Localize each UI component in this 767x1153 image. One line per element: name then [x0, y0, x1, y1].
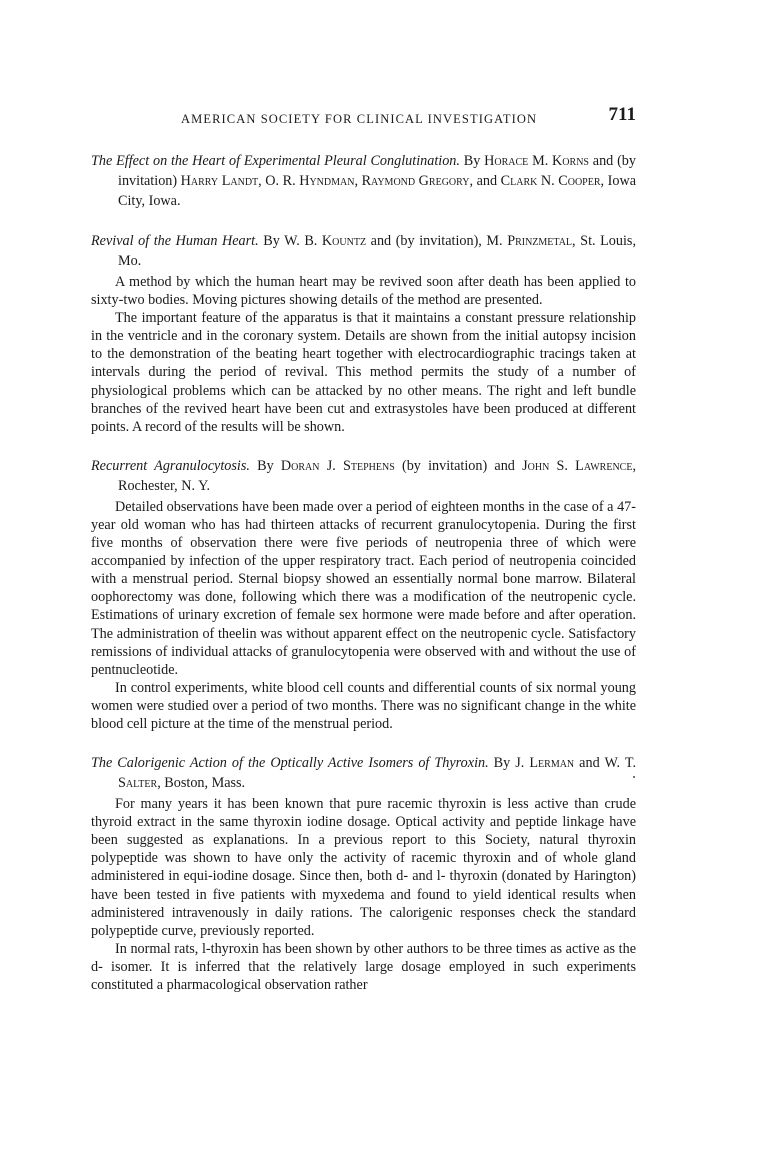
page-number: 711: [608, 104, 636, 125]
body-paragraph: A method by which the human heart may be revived soon after death has been applied to sixty-two bodies. Moving pictures showing details of the method are presented.: [91, 274, 636, 309]
byline-text: (by invitation) and: [394, 457, 523, 474]
author-name: Harry Landt: [180, 173, 259, 189]
article-heading: [91, 753, 636, 793]
byline-text: , Rochester, N. Y.: [118, 457, 636, 494]
author-name: Doran J. Stephens: [280, 457, 395, 474]
article-pleural-conglutination: [91, 151, 636, 211]
author-name: Lerman: [529, 755, 575, 772]
byline-text: , St. Louis, Mo.: [118, 233, 636, 269]
byline-text: By W. B.: [258, 233, 322, 249]
article-calorigenic-thyroxin: [91, 753, 636, 994]
body-paragraph: For many years it has been known that pure racemic thyroxin is less active than crude thyroid extract in the same thyroxin iodine dosage. Optical activity and peptide linkage have been suggested as explanations. In a previous report to this Society, natural thyroxin polypeptide was shown to have only the activity of racemic thyroxin and of whole gland administered in equi-iodine dosage. Since then, both d- and l- thyroxin (donated by Harington) have been tested in five patients with myxedema and found to yield identical results when administered intravenously in daily rations. The calorigenic responses check the standard polypeptide curve, previously reported.: [91, 796, 636, 939]
byline-text: ,: [258, 173, 266, 189]
byline-text: , and: [469, 173, 501, 189]
author-name: Prinzmetal: [507, 233, 573, 249]
article-heading: [91, 151, 636, 211]
author-name: Raymond Gregory: [361, 173, 470, 189]
article-heading: [91, 456, 636, 496]
byline-text: ,: [354, 173, 362, 189]
author-name: Horace M. Korns: [484, 153, 589, 169]
author-name: Clark N. Cooper: [500, 173, 601, 189]
author-name: Salter: [118, 775, 158, 792]
body-paragraph: In normal rats, l-thyroxin has been shown by other authors to be three times as active as the d- isomer. It is inferred that the relatively large dosage employed in such experiments constituted a pharmacological observation rather: [91, 940, 636, 993]
body-paragraph: The important feature of the apparatus is that it maintains a constant pressure relationship in the ventricle and in the coronary system. Details are shown from the initial autopsy incision to the demonstration of the beating heart together with electrocardiographic tracings taken at intervals during the period of revival. This method permits the study of a number of physiological problems which can be attacked by no other means. The right and left bundle branches of the revived heart have been cut and extrasystoles have been produced at different points. A record of the results will be shown.: [91, 310, 636, 435]
byline-text: By J.: [488, 755, 530, 772]
journal-page: [91, 104, 636, 994]
article-title: The Effect on the Heart of Experimental Pleural Conglutination.: [91, 153, 460, 169]
print-speck: [633, 776, 635, 778]
byline-text: By: [459, 153, 485, 169]
author-name: John S. Lawrence: [522, 457, 633, 474]
byline-text: and W. T.: [574, 755, 637, 772]
byline-text: , Boston, Mass.: [157, 775, 246, 792]
byline-text: and (by invitation), M.: [366, 233, 508, 249]
article-title: Recurrent Agranulocytosis.: [91, 457, 250, 474]
article-heading: [91, 231, 636, 271]
byline-text: and (by invitation): [118, 153, 636, 189]
article-revival-human-heart: [91, 231, 636, 436]
article-title: Revival of the Human Heart.: [91, 233, 259, 249]
author-name: O. R. Hyndman: [265, 173, 355, 189]
author-name: Kountz: [321, 233, 367, 249]
running-head: [91, 104, 636, 130]
article-title: The Calorigenic Action of the Optically Active Isomers of Thyroxin.: [91, 755, 489, 772]
running-title: AMERICAN SOCIETY FOR CLINICAL INVESTIGATION: [181, 112, 538, 126]
body-paragraph: In control experiments, white blood cell counts and differential counts of six normal young women were studied over a period of two months. There was no significant change in the white blood cell picture at the time of the menstrual period.: [91, 679, 636, 732]
byline-text: , Iowa City, Iowa.: [118, 173, 636, 209]
article-recurrent-agranulocytosis: [91, 456, 636, 733]
byline-text: By: [249, 457, 281, 474]
body-paragraph: Detailed observations have been made over a period of eighteen months in the case of a 47-year old woman who has had thirteen attacks of recurrent granulocytopenia. During the first five months of observation there were five periods of neutropenia three of which were accompanied by infection of the upper respiratory tract. Each period of neutropenia coincided with a menstrual period. Sternal biopsy showed an essentially normal bone marrow. Bilateral oophorectomy was done, following which there was a modification of the neutropenic cycle. Estimations of urinary excretion of female sex hormone were made before and after operation. The administration of theelin was without apparent effect on the neutropenic cycle. Satisfactory remissions of individual attacks of granulocytopenia were observed with and without the use of pentnucleotide.: [91, 498, 636, 678]
